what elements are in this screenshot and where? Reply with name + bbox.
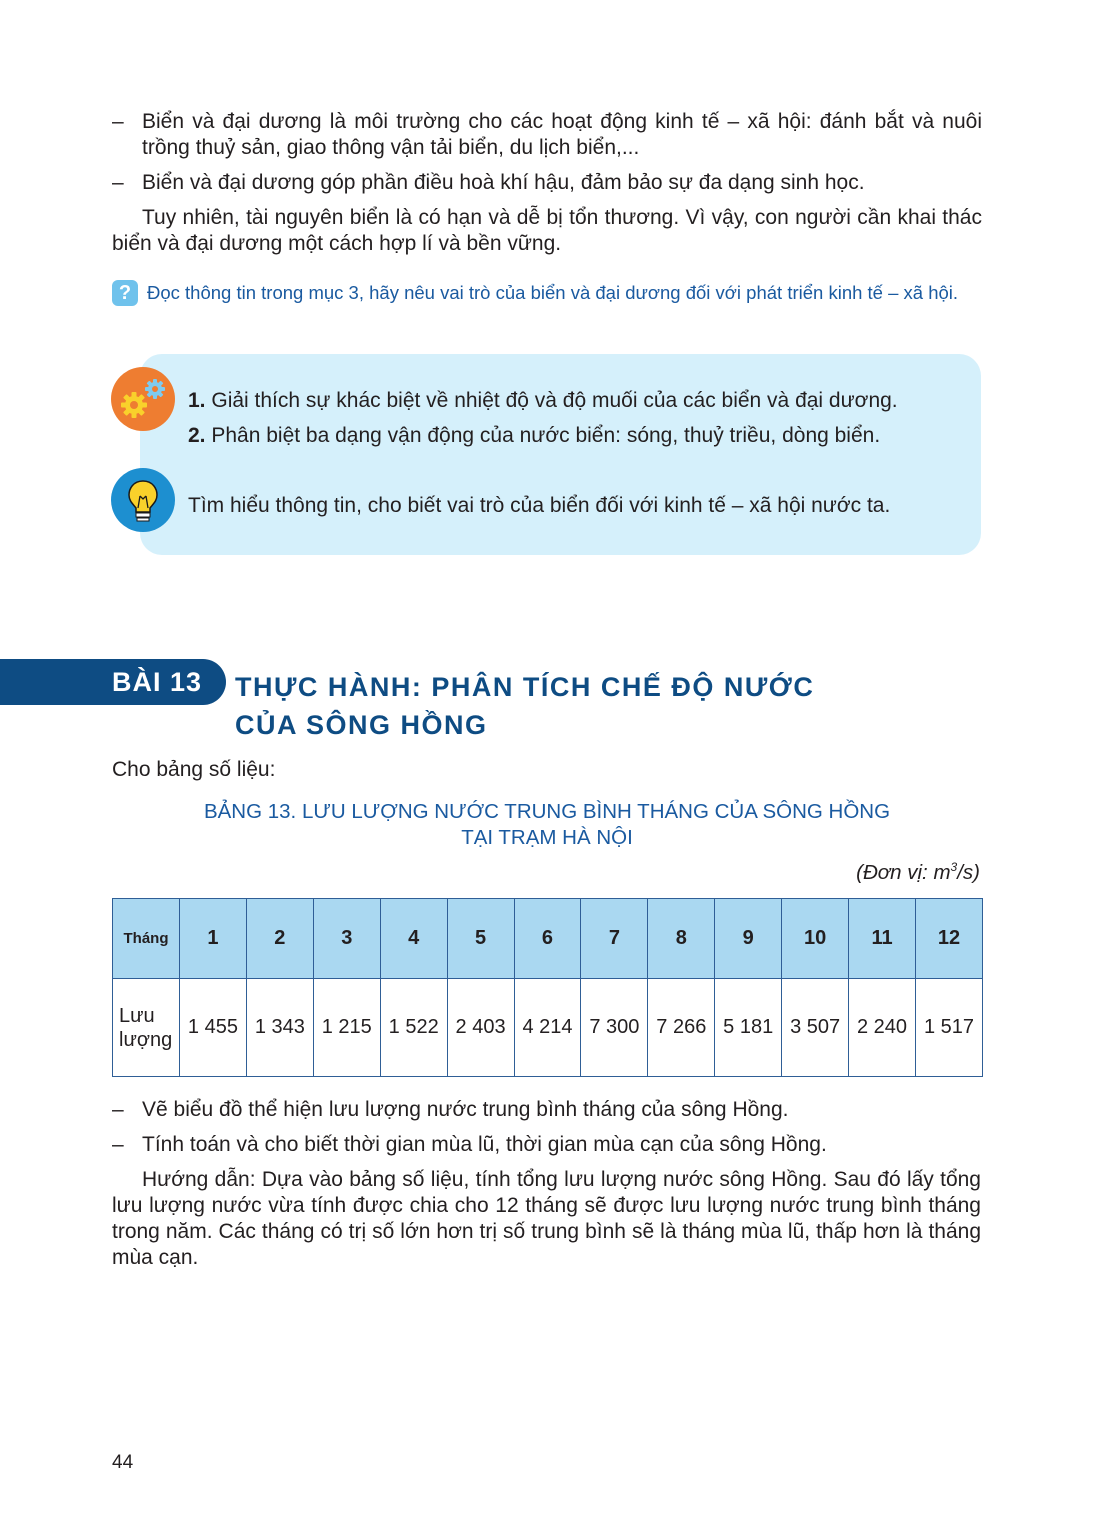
table-header-cell: 4 xyxy=(380,899,447,979)
table-header-cell: 10 xyxy=(782,899,849,979)
table-header-cell: 5 xyxy=(447,899,514,979)
table-header-cell: 6 xyxy=(514,899,581,979)
paragraph: Tuy nhiên, tài nguyên biển là có hạn và dễ bị tổn thương. Vì vậy, con người cần khai thác biển và đại dương một cách hợp lí và bền vững. xyxy=(112,206,982,255)
bullet-item: – Vẽ biểu đồ thể hiện lưu lượng nước trung bình tháng của sông Hồng. xyxy=(112,1098,789,1121)
application-text: Tìm hiểu thông tin, cho biết vai trò của biển đối với kinh tế – xã hội nước ta. xyxy=(188,494,891,517)
table-cell: 7 266 xyxy=(648,979,715,1077)
lightbulb-icon xyxy=(111,468,175,532)
data-table xyxy=(112,898,983,1077)
lesson-title: THỰC HÀNH: PHÂN TÍCH CHẾ ĐỘ NƯỚC CỦA SÔNG HỒNG xyxy=(235,672,815,740)
bullet-item: – Biển và đại dương là môi trường cho các hoạt động kinh tế – xã hội: đánh bắt và nuôi trồng thuỷ sản, giao thông vận tải biển, du lịch biển,... xyxy=(112,110,982,159)
exercise-item-1: 1. Giải thích sự khác biệt về nhiệt độ và độ muối của các biển và đại dương. xyxy=(188,389,898,412)
question xyxy=(112,280,1012,306)
table-header-cell: 8 xyxy=(648,899,715,979)
intro-text: Cho bảng số liệu: xyxy=(112,758,276,781)
table-cell: 4 214 xyxy=(514,979,581,1077)
lesson-label: BÀI 13 xyxy=(112,667,203,697)
table-header-cell: Tháng xyxy=(113,899,180,979)
table-cell: 5 181 xyxy=(715,979,782,1077)
table-cell: 7 300 xyxy=(581,979,648,1077)
exercise-item-2: 2. Phân biệt ba dạng vận động của nước biển: sóng, thuỷ triều, dòng biển. xyxy=(188,424,881,447)
table-row xyxy=(113,979,983,1077)
table-cell: 1 215 xyxy=(313,979,380,1077)
table-title: BẢNG 13. LƯU LƯỢNG NƯỚC TRUNG BÌNH THÁNG CỦA SÔNG HỒNG TẠI TRẠM HÀ NỘI xyxy=(203,800,891,849)
lesson-label-bar xyxy=(0,659,226,705)
gears-icon xyxy=(111,367,175,431)
table-unit: (Đơn vị: $m^3/s$) xyxy=(856,860,980,884)
table-cell: 1 517 xyxy=(915,979,982,1077)
table-cell: 1 343 xyxy=(246,979,313,1077)
table-header-row xyxy=(113,899,983,979)
bullet-item: – Biển và đại dương góp phần điều hoà khí hậu, đảm bảo sự đa dạng sinh học. xyxy=(112,171,865,194)
table-cell: 1 455 xyxy=(180,979,247,1077)
table-header-cell: 9 xyxy=(715,899,782,979)
table-cell: 3 507 xyxy=(782,979,849,1077)
table-header-cell: 1 xyxy=(180,899,247,979)
table-header-cell: 2 xyxy=(246,899,313,979)
table-row-label: Lưu lượng xyxy=(113,979,180,1077)
exercise-box xyxy=(140,354,981,555)
table-cell: 2 240 xyxy=(849,979,916,1077)
table-header-cell: 12 xyxy=(915,899,982,979)
table-cell: 1 522 xyxy=(380,979,447,1077)
page-number: 44 xyxy=(112,1452,134,1473)
bullet-item: – Tính toán và cho biết thời gian mùa lũ, thời gian mùa cạn của sông Hồng. xyxy=(112,1133,827,1156)
table-cell: 2 403 xyxy=(447,979,514,1077)
question-icon: ? xyxy=(112,280,138,306)
guide-paragraph: Hướng dẫn: Dựa vào bảng số liệu, tính tổng lưu lượng nước sông Hồng. Sau đó lấy tổng lưu lượng nước vừa tính được chia cho 12 tháng sẽ được lưu lượng nước trung bình tháng trong năm. Các tháng có trị số lớn hơn trị số trung bình sẽ là tháng mùa lũ, thấp hơn là tháng mùa cạn. xyxy=(112,1168,981,1269)
table-header-cell: 11 xyxy=(849,899,916,979)
table-header-cell: 7 xyxy=(581,899,648,979)
question-text: Đọc thông tin trong mục 3, hãy nêu vai trò của biển và đại dương đối với phát triển kinh tế – xã hội. xyxy=(147,282,959,303)
table-header-cell: 3 xyxy=(313,899,380,979)
